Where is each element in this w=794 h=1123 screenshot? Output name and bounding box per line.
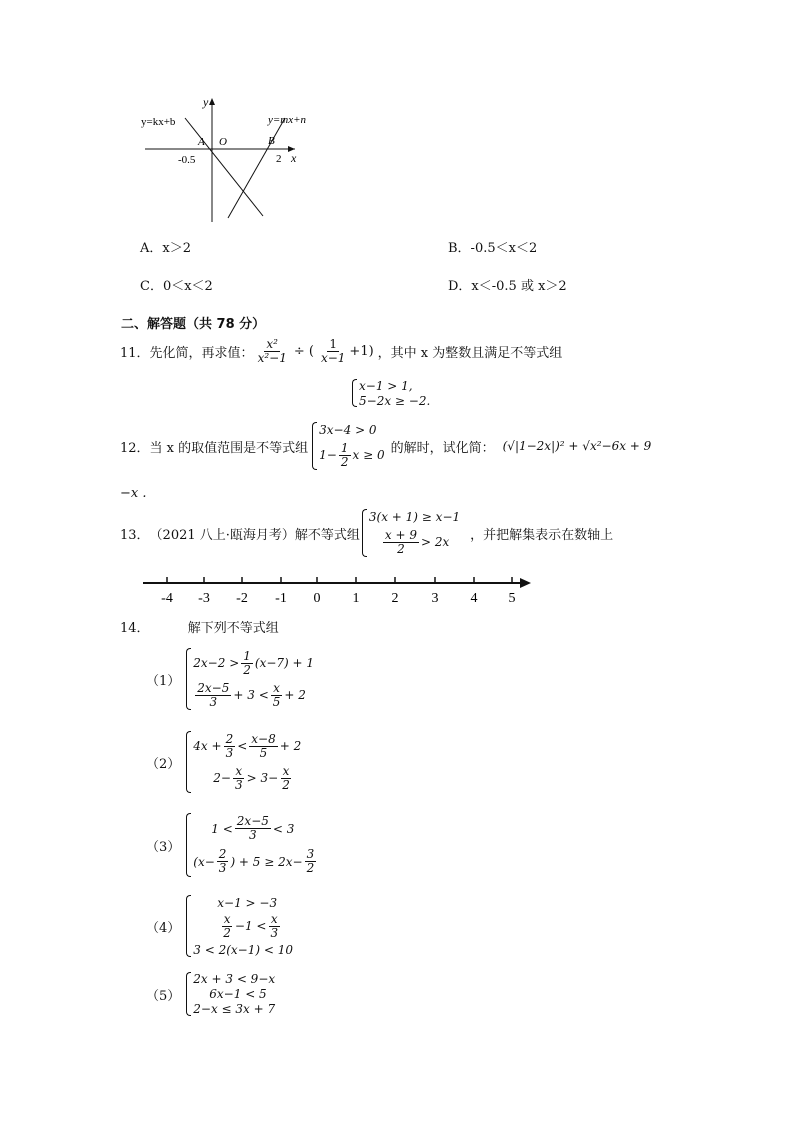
- q11-line1: x−1 > 1,: [359, 378, 413, 393]
- q12-line2: 1− $\frac{1}{2}$ x ≥ 0: [319, 440, 385, 469]
- option-a: A．x＞2: [140, 241, 191, 256]
- number-line-tick-label: -3: [198, 591, 210, 606]
- x-label: x: [291, 151, 297, 165]
- two-label: 2: [276, 153, 282, 165]
- number-line-tick-label: -2: [236, 591, 248, 606]
- q14-p3-line2: (x− $\frac{2}{3}$ ) + 5 ≥ 2x− $\frac{3}{2}$: [193, 847, 315, 875]
- number-line-tick-label: 4: [470, 591, 478, 606]
- q13-system: [362, 508, 460, 558]
- q14-p1-line1: 2x−2 > $\frac{1}{2}$ (x−7) + 1: [193, 648, 315, 677]
- q13-suffix: ，并把解集表示在数轴上: [470, 527, 614, 543]
- section-title: 二、解答题（共 78 分）: [121, 317, 266, 332]
- q14-p4-line1: x−1 > −3: [217, 895, 278, 910]
- q13-line2: $\frac{x + 9}{2}$ > 2x: [384, 527, 450, 556]
- number-line-tick-label: -1: [275, 591, 287, 606]
- q14-p1-label: （1）: [146, 673, 181, 689]
- q12-line1: 3x−4 > 0: [319, 423, 377, 438]
- number-line-tick-label: 5: [508, 591, 516, 606]
- point-b-label: B: [268, 135, 275, 147]
- y-label: y: [203, 95, 209, 109]
- q12-tail: −x .: [120, 486, 147, 501]
- q14-p5-label: （5）: [146, 988, 181, 1004]
- q11-line2: 5−2x ≥ −2.: [359, 393, 431, 408]
- q14-part2: [146, 730, 301, 794]
- number-line-tick-label: -4: [161, 591, 173, 606]
- neg-half-label: -0.5: [178, 154, 196, 166]
- function-graph: [135, 92, 335, 224]
- q14-p2-line2: 2− $\frac{x}{3}$ > 3− $\frac{x}{2}$: [213, 763, 290, 792]
- point-a-label: A: [198, 136, 205, 148]
- q14-p4-label: （4）: [146, 920, 181, 936]
- q14-part4: [146, 894, 293, 958]
- line-mx-n-label: y=mx+n: [268, 114, 307, 126]
- q12-prefix: 当 x 的取值范围是不等式组: [149, 440, 309, 456]
- y-axis-arrow: [209, 98, 215, 105]
- q14-p2-line1: 4x + $\frac{2}{3}$ < $\frac{x-8}{5}$ + 2: [193, 731, 302, 760]
- q14-p1-line2: $\frac{2x-5}{3}$ + 3 < $\frac{x}{5}$ + 2: [197, 680, 306, 709]
- q14-p2-label: （2）: [146, 756, 181, 772]
- line-kx-b-label: y=kx+b: [141, 116, 176, 128]
- q12-expression: (√|1−2x|)² + √x²−6x + 9: [502, 439, 652, 453]
- number-line-tick-label: 2: [391, 591, 399, 606]
- number-line-tick-label: 3: [431, 591, 439, 606]
- q13-num: 13．: [120, 527, 150, 543]
- q13-source: （2021 八上·瓯海月考）解不等式组: [149, 527, 360, 543]
- number-line-tick-label: 1: [352, 591, 360, 606]
- origin-label: O: [219, 136, 227, 148]
- q12-num: 12．: [120, 440, 150, 456]
- q11-frac-main: $\frac{\text{x²}}{\text{x²−1}}$: [257, 336, 287, 365]
- q14-part3: [146, 812, 318, 878]
- q14-p5-line2: 6x−1 < 5: [209, 986, 267, 1001]
- q14-p4-line2: $\frac{x}{2}$ −1 < $\frac{x}{3}$: [223, 911, 279, 940]
- q12-system: [312, 421, 384, 471]
- q11-system: [352, 378, 430, 408]
- q14-part1: [146, 647, 314, 711]
- q11: 11． 先化简，再求值： $\frac{\text{x²}}{\text{x²−1}}$ ÷ ( $\frac{1}{x-1}$ +1) ，其中 x 为整数且满足不等式组: [120, 336, 563, 365]
- number-line: [140, 572, 535, 608]
- q14-p3-line1: 1 < $\frac{2x-5}{3}$ < 3: [211, 814, 295, 842]
- q14-p5-line1: 2x + 3 < 9−x: [193, 971, 276, 986]
- q12-mid: 的解时，试化简：: [390, 440, 495, 456]
- q14-p4-line3: 3 < 2(x−1) < 10: [193, 942, 294, 957]
- q14-title: 解下列不等式组: [187, 621, 279, 636]
- number-line-tick-label: 0: [313, 591, 321, 606]
- q11-prefix: 先化简，再求值：: [149, 345, 254, 361]
- q14-p3-label: （3）: [146, 839, 181, 855]
- q11-suffix: ，其中 x 为整数且满足不等式组: [377, 345, 563, 361]
- q11-num: 11．: [120, 345, 150, 361]
- option-c: C．0＜x＜2: [140, 279, 213, 294]
- q14-part5: [146, 970, 275, 1018]
- option-b: B．-0.5＜x＜2: [448, 241, 538, 256]
- number-line-arrow: [520, 578, 531, 588]
- line-mx-n: [228, 118, 285, 218]
- q14-heading: [120, 617, 279, 636]
- q14-num: 14．: [120, 621, 150, 636]
- q14-p5-line3: 2−x ≤ 3x + 7: [193, 1002, 276, 1017]
- q12: [120, 419, 651, 473]
- q11-frac-inner: $\frac{1}{x-1}$: [320, 336, 346, 365]
- q13: [120, 507, 613, 559]
- q13-line1: 3(x + 1) ≥ x−1: [368, 510, 461, 525]
- option-d: D．x＜-0.5 或 x＞2: [448, 279, 567, 294]
- line-kx-b: [185, 118, 263, 216]
